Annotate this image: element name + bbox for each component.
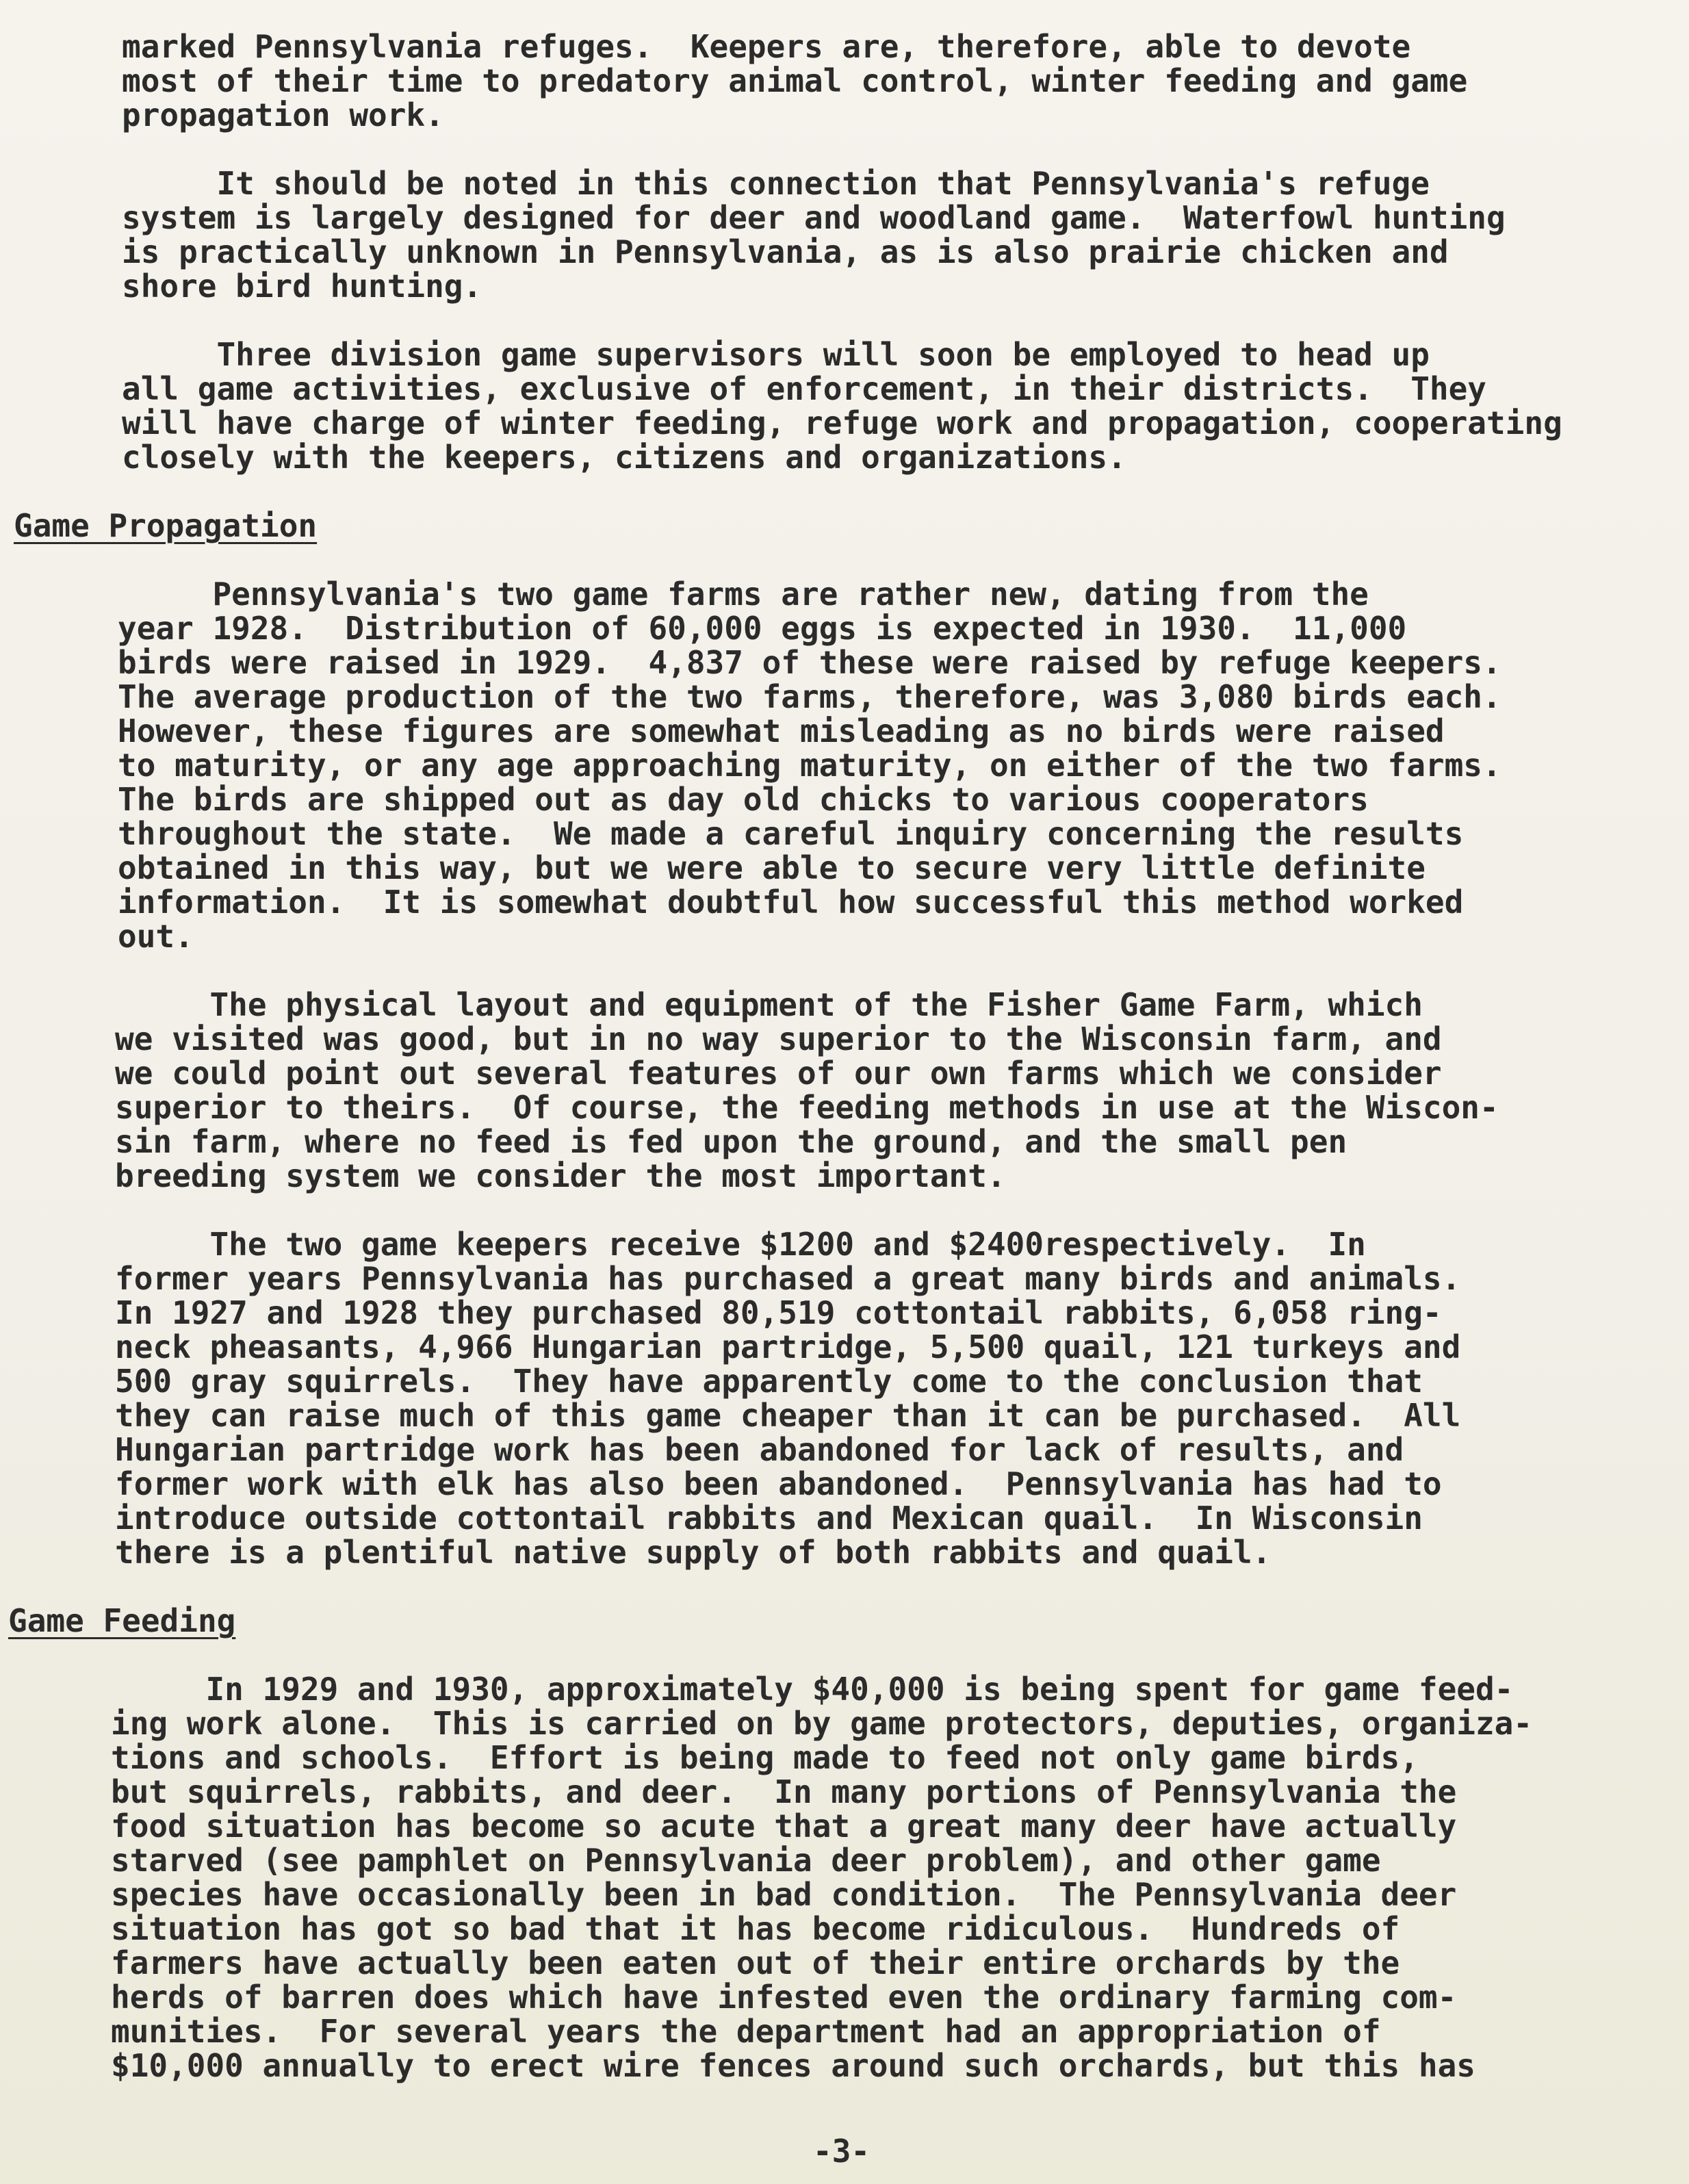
text-line: birds were raised in 1929. 4,837 of these were raised by refuge keepers. (118, 644, 1501, 681)
section-heading: Game Propagation (14, 507, 318, 544)
text-line: former work with elk has also been abandoned. Pennsylvania has had to (115, 1465, 1442, 1502)
text-line: In 1927 and 1928 they purchased 80,519 cottontail rabbits, 6,058 ring- (115, 1294, 1442, 1331)
text-line: most of their time to predatory animal control, winter feeding and game (122, 62, 1468, 99)
text-line: we visited was good, but in no way superior to the Wisconsin farm, and (115, 1020, 1442, 1057)
text-line: obtained in this way, but we were able to secure very little definite (118, 849, 1426, 886)
text-line: but squirrels, rabbits, and deer. In many portions of Pennsylvania the (111, 1773, 1457, 1810)
text-line: The physical layout and equipment of the Fisher Game Farm, which (115, 986, 1423, 1023)
text-line: sin farm, where no feed is fed upon the ground, and the small pen (115, 1123, 1348, 1160)
text-line: to maturity, or any age approaching maturity, on either of the two farms. (118, 747, 1501, 784)
text-line: munities. For several years the department had an appropriation of (111, 2013, 1381, 2050)
text-line: superior to theirs. Of course, the feeding methods in use at the Wiscon- (115, 1089, 1499, 1126)
text-line: year 1928. Distribution of 60,000 eggs is expected in 1930. 11,000 (118, 610, 1407, 647)
text-line: The birds are shipped out as day old chicks to various cooperators (118, 781, 1369, 818)
text-line: all game activities, exclusive of enforcement, in their districts. They (122, 370, 1486, 407)
text-line: species have occasionally been in bad condition. The Pennsylvania deer (111, 1876, 1457, 1913)
text-line: introduce outside cottontail rabbits and Mexican quail. In Wisconsin (115, 1500, 1423, 1537)
text-line: starved (see pamphlet on Pennsylvania deer problem), and other game (111, 1842, 1381, 1879)
text-line: information. It is somewhat doubtful how successful this method worked (118, 884, 1464, 921)
text-line: there is a plentiful native supply of both rabbits and quail. (115, 1534, 1272, 1571)
text-line: situation has got so bad that it has become ridiculous. Hundreds of (111, 1910, 1400, 1947)
text-line: ing work alone. This is carried on by game protectors, deputies, organiza- (111, 1705, 1533, 1742)
text-line: tions and schools. Effort is being made to feed not only game birds, (111, 1739, 1419, 1776)
text-line: they can raise much of this game cheaper than it can be purchased. All (115, 1397, 1461, 1434)
text-line: we could point out several features of our own farms which we consider (115, 1055, 1442, 1092)
text-line: shore bird hunting. (122, 268, 482, 305)
text-line: farmers have actually been eaten out of their entire orchards by the (111, 1944, 1400, 1981)
text-line: Hungarian partridge work has been abandoned for lack of results, and (115, 1431, 1404, 1468)
text-line: marked Pennsylvania refuges. Keepers are, therefore, able to devote (122, 28, 1411, 65)
text-line: The average production of the two farms, therefore, was 3,080 birds each. (118, 678, 1501, 715)
text-line: will have charge of winter feeding, refuge work and propagation, cooperating (122, 404, 1562, 441)
text-line: breeding system we consider the most important. (115, 1157, 1006, 1194)
text-line: closely with the keepers, citizens and organizations. (122, 439, 1126, 476)
text-line: The two game keepers receive $1200 and $2400respectively. In (115, 1226, 1366, 1263)
text-line: It should be noted in this connection that Pennsylvania's refuge (122, 165, 1430, 202)
text-line: $10,000 annually to erect wire fences around such orchards, but this has (111, 2047, 1475, 2084)
text-line: Three division game supervisors will soon be employed to head up (122, 336, 1430, 373)
text-line: However, these figures are somewhat misleading as no birds were raised (118, 712, 1445, 749)
text-line: former years Pennsylvania has purchased a great many birds and animals. (115, 1260, 1461, 1297)
text-line: food situation has become so acute that a great many deer have actually (111, 1808, 1457, 1845)
section-heading: Game Feeding (8, 1602, 236, 1639)
text-line: is practically unknown in Pennsylvania, as is also prairie chicken and (122, 233, 1449, 270)
text-line: Pennsylvania's two game farms are rather new, dating from the (118, 576, 1369, 613)
page-number: -3- (813, 2133, 871, 2170)
text-line: herds of barren does which have infested even the ordinary farming com- (111, 1979, 1457, 2016)
text-line: neck pheasants, 4,966 Hungarian partridge, 5,500 quail, 121 turkeys and (115, 1328, 1461, 1365)
text-line: In 1929 and 1930, approximately $40,000 is being spent for game feed- (111, 1671, 1514, 1708)
text-line: throughout the state. We made a careful inquiry concerning the results (118, 815, 1464, 852)
text-line: system is largely designed for deer and woodland game. Waterfowl hunting (122, 199, 1506, 236)
text-line: 500 gray squirrels. They have apparently come to the conclusion that (115, 1363, 1423, 1400)
text-line: propagation work. (122, 97, 444, 133)
text-line: out. (118, 918, 194, 955)
